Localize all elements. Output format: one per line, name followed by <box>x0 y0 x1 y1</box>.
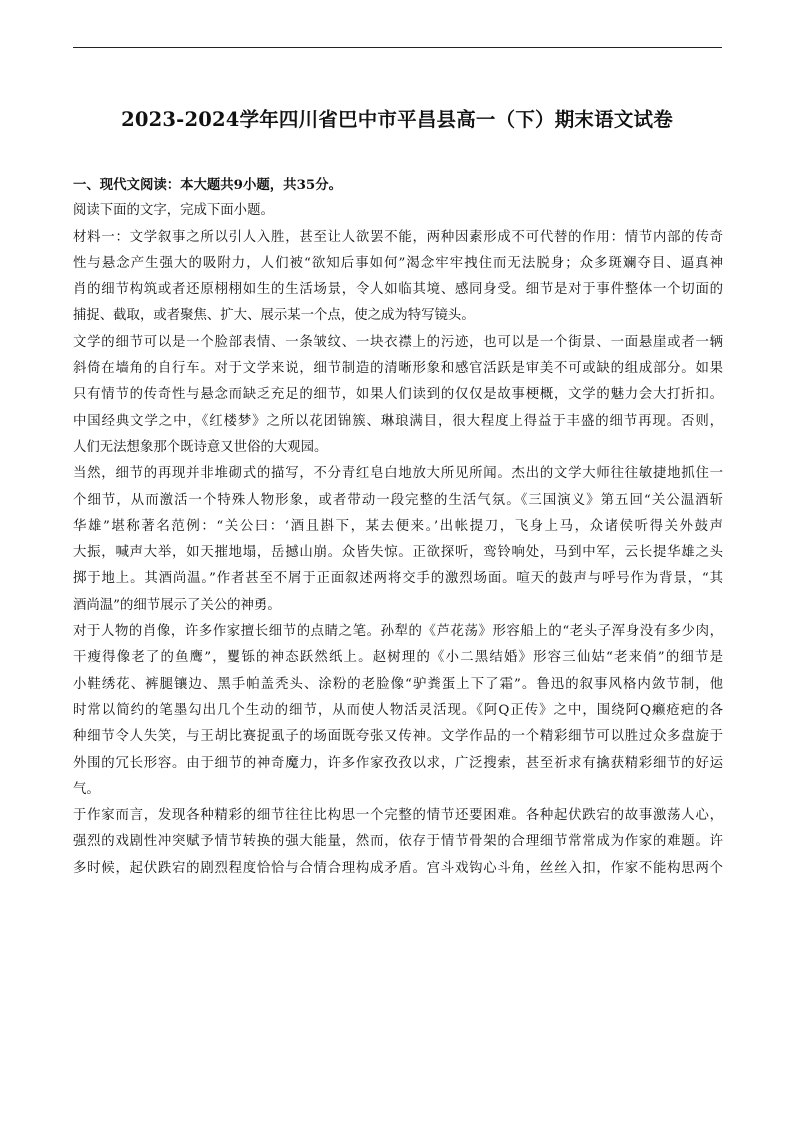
paragraph-line: 气。 <box>73 781 100 797</box>
paragraph-line: 于作家而言，发现各种精彩的细节往往比构思一个完整的情节还要困难。各种起伏跌宕的故事激荡人心， <box>73 808 724 824</box>
paragraph-line: 斜倚在墙角的自行车。对于文学来说，细节制造的清晰形象和感官活跃是审美不可或缺的组成部分。如果 <box>73 361 724 377</box>
paragraph <box>73 803 725 882</box>
paragraph-line: 肖的细节构筑或者还原栩栩如生的生活场景，令人如临其境、感同身受。细节是对于事件整体一个切面的 <box>73 282 724 298</box>
paragraph-line: 对于人物的肖像，许多作家擅长细节的点睛之笔。孙犁的《芦花荡》形容船上的“老头子浑身没有多少肉， <box>73 624 724 640</box>
paragraph-line: 干瘦得像老了的鱼鹰”，矍铄的神态跃然纸上。赵树理的《小二黑结婚》形容三仙姑“老来俏”的细节是 <box>73 650 725 666</box>
paragraph-line: 酒尚温”的细节展示了关公的神勇。 <box>73 597 281 613</box>
paragraph-line: 捕捉、截取，或者聚焦、扩大、展示某一个点，使之成为特写镜头。 <box>73 308 475 324</box>
paragraph <box>73 225 725 330</box>
paragraph-line: 外围的冗长形容。由于细节的神奇魔力，许多作家孜孜以求，广泛搜索，甚至祈求有擒获精彩细节的好运 <box>73 755 724 771</box>
paragraph-line: 当然，细节的再现并非堆砌式的描写，不分青红皂白地放大所见所闻。杰出的文学大师往往敏捷地抓住一 <box>73 466 724 482</box>
paragraph-line: 个细节，从而激活一个特殊人物形象，或者带动一段完整的生活气氛。《三国演义》第五回“关公温酒斩 <box>73 492 725 508</box>
paragraph <box>73 330 725 461</box>
paragraph-line: 大振，喊声大举，如天摧地塌，岳撼山崩。众皆失惊。正欲探听，鸾铃响处，马到中军，云长提华雄之头 <box>73 545 724 561</box>
paragraph-line: 只有情节的传奇性与悬念而缺乏充足的细节，如果人们读到的仅仅是故事梗概，文学的魅力会大打折扣。 <box>73 387 724 403</box>
paragraph-line: 中国经典文学之中，《红楼梦》之所以花团锦簇、琳琅满目，很大程度上得益于丰盛的细节再现。否则， <box>73 413 724 429</box>
paragraph-line: 材料一：文学叙事之所以引人入胜，甚至让人欲罢不能，两种因素形成不可代替的作用：情节内部的传奇 <box>73 229 724 245</box>
header-rule <box>73 47 722 48</box>
passage <box>73 225 725 882</box>
paragraph-line: 性与悬念产生强大的吸附力，人们被“欲知后事如何”渴念牢牢拽住而无法脱身；众多斑斓夺目、逼真神 <box>73 255 725 271</box>
exam-title: 2023-2024学年四川省巴中市平昌县高一（下）期末语文试卷 <box>121 108 673 131</box>
paragraph-line: 强烈的戏剧性冲突赋予情节转换的强大能量，然而，依存于情节骨架的合理细节常常成为作家的难题。许 <box>73 834 724 850</box>
paragraph-line: 掷于地上。其酒尚温。”作者甚至不屑于正面叙述两将交手的激烈场面。喧天的鼓声与呼号作为背景，“其 <box>73 571 724 587</box>
paragraph-line: 种细节令人失笑，与王胡比赛捉虱子的场面既夸张又传神。文学作品的一个精彩细节可以胜过众多盘旋于 <box>73 729 724 745</box>
paragraph <box>73 461 725 619</box>
paragraph-line: 多时候，起伏跌宕的剧烈程度恰恰与合情合理构成矛盾。宫斗戏钩心斗角，丝丝入扣，作家不能构思两个 <box>73 860 724 876</box>
paragraph-line: 小鞋绣花、裤腿镶边、黑手帕盖秃头、涂粉的老脸像“驴粪蛋上下了霜”。鲁迅的叙事风格内敛节制，他 <box>73 676 725 692</box>
reading-instruction: 阅读下面的文字，完成下面小题。 <box>73 203 274 219</box>
section-heading: 一、现代文阅读：本大题共9小题，共35分。 <box>73 177 342 193</box>
paragraph-line: 人们无法想象那个既诗意又世俗的大观园。 <box>73 439 328 455</box>
paragraph-line: 时常以简约的笔墨勾出几个生动的细节，从而使人物活灵活现。《阿Q正传》之中，围绕阿Q癞疮疤的各 <box>73 702 724 718</box>
paragraph-line: 文学的细节可以是一个脸部表情、一条皱纹、一块衣襟上的污迹，也可以是一个街景、一面悬崖或者一辆 <box>73 334 724 350</box>
paragraph <box>73 619 725 803</box>
paragraph-line: 华雄”堪称著名范例：“关公曰：‘酒且斟下，某去便来。’出帐提刀，飞身上马，众诸侯听得关外鼓声 <box>73 518 725 534</box>
document-body <box>73 172 725 882</box>
